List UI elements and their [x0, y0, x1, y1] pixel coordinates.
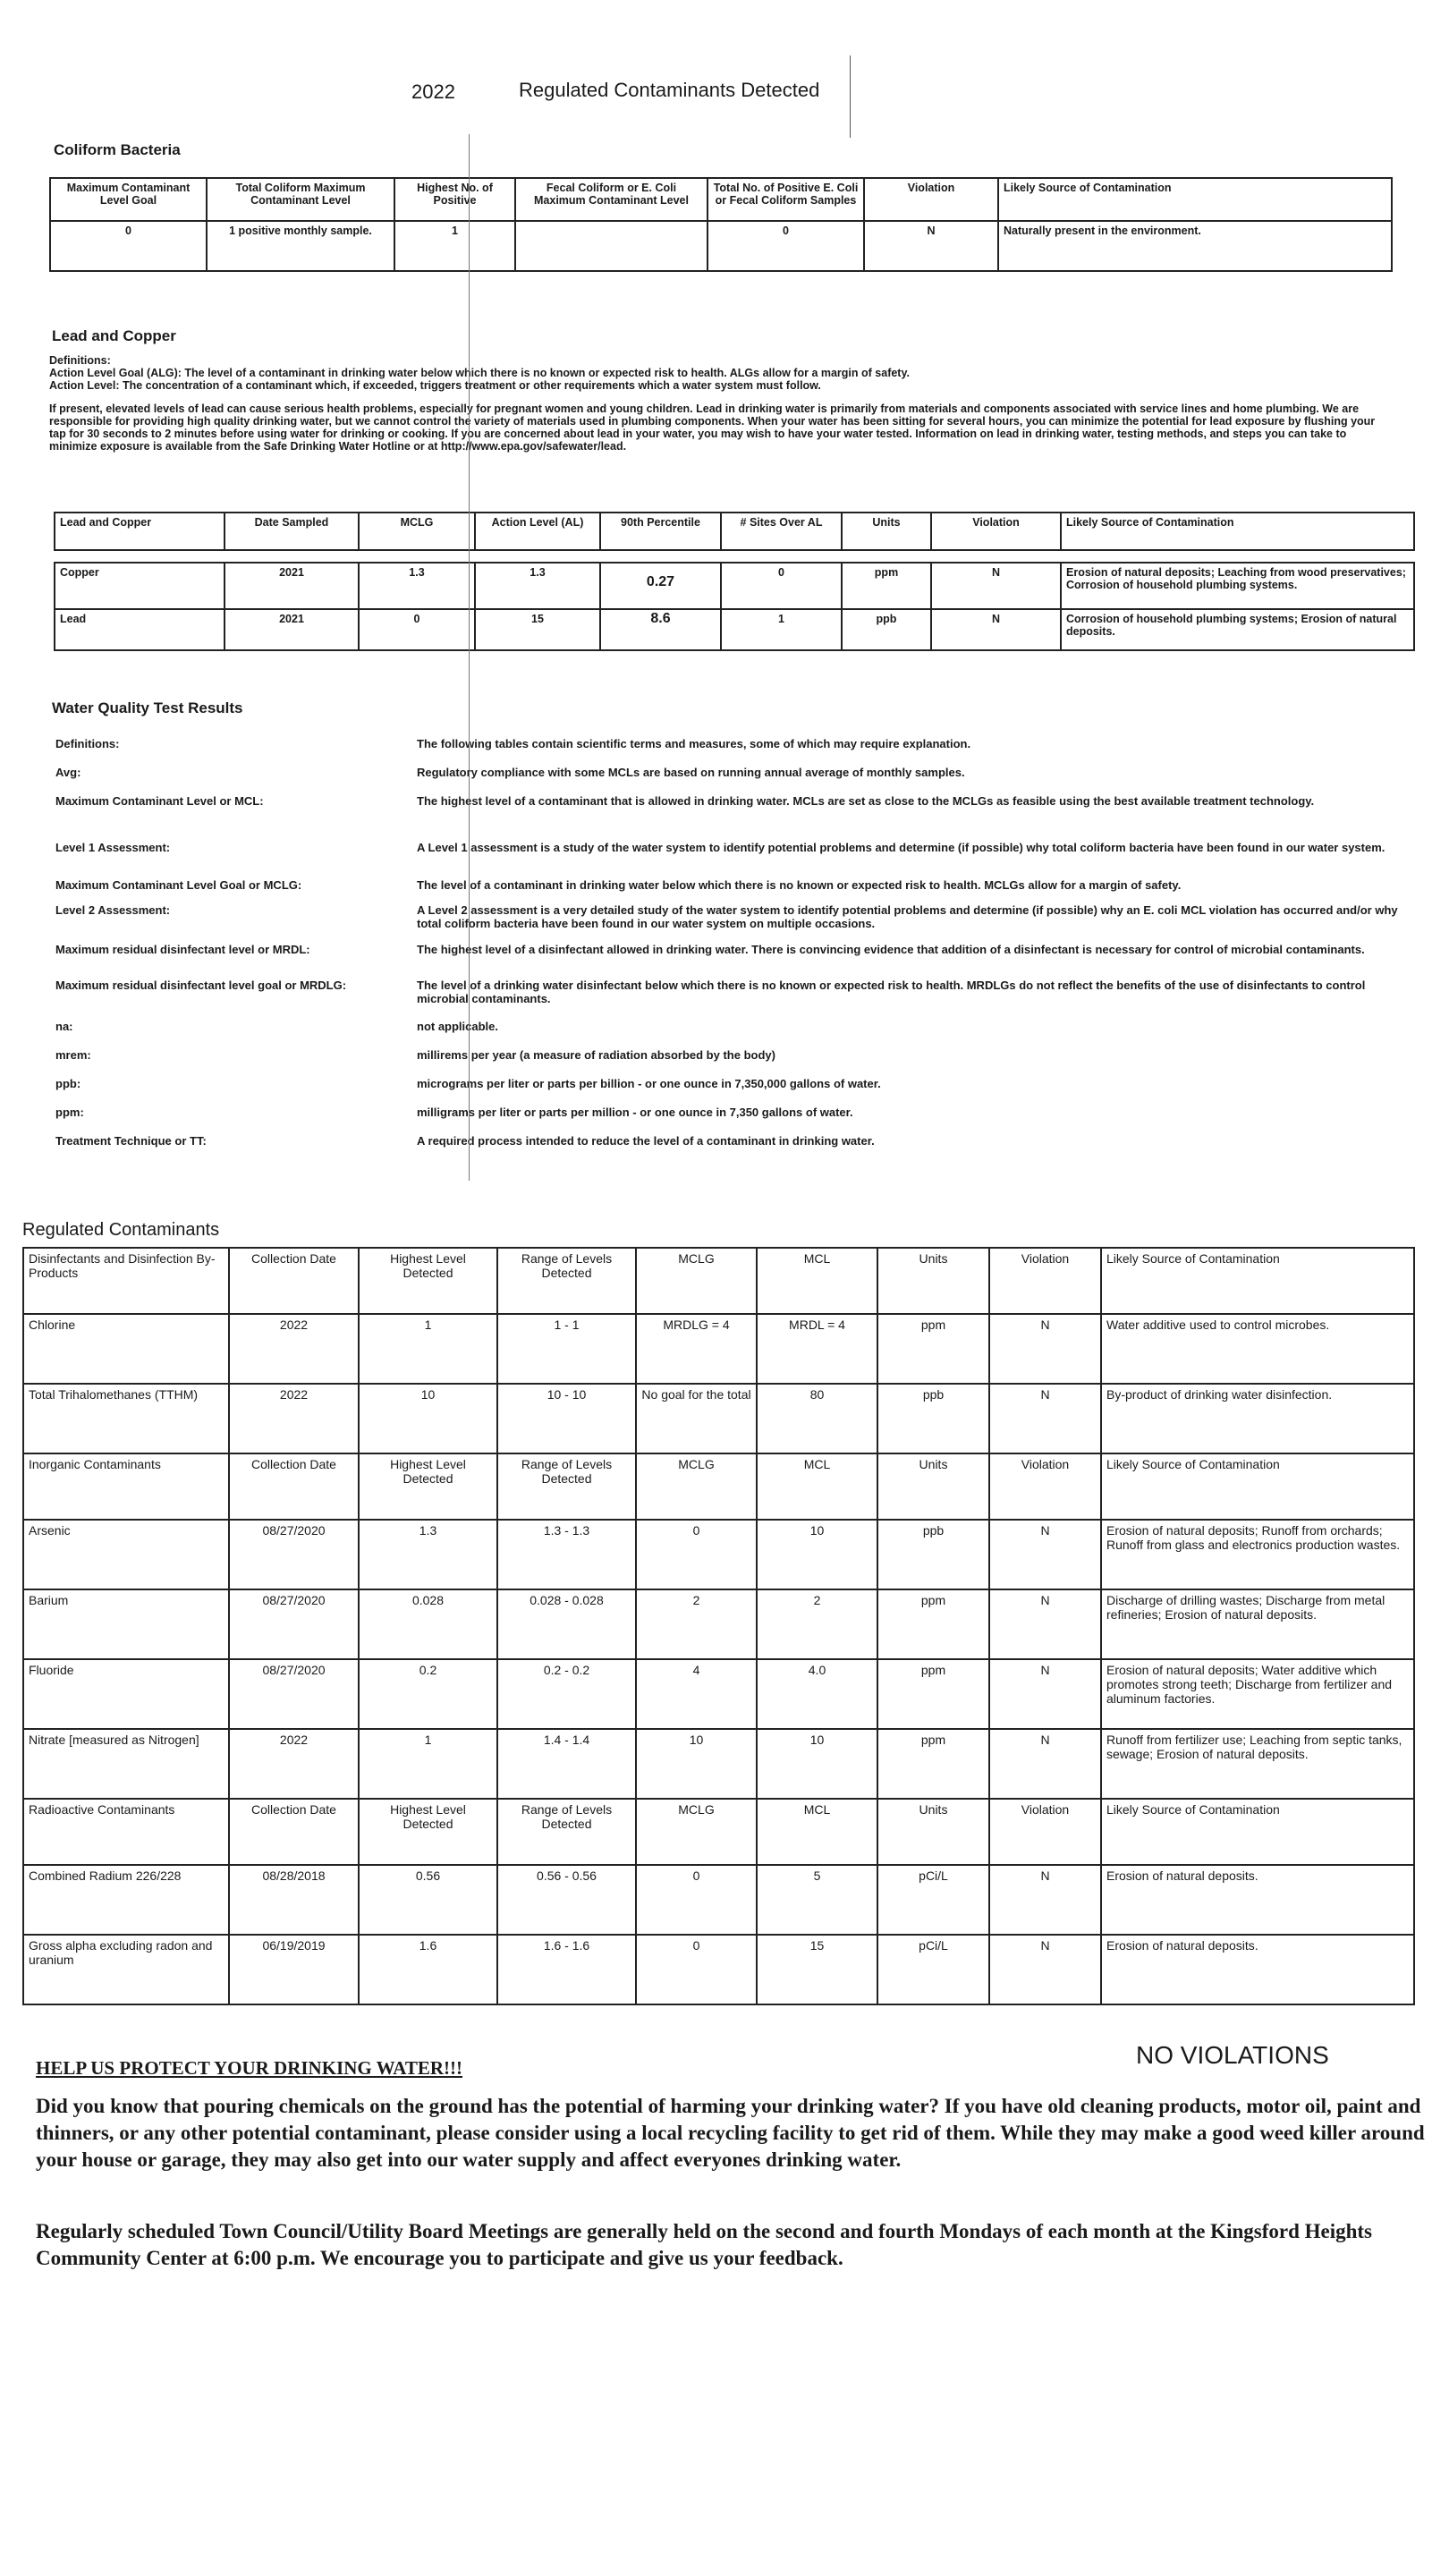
header-cell: Inorganic Contaminants — [23, 1453, 229, 1520]
table-cell: 10 — [359, 1384, 497, 1453]
definition-term: na: — [55, 1020, 73, 1033]
table-cell: 1 — [359, 1729, 497, 1799]
header-cell: Maximum Contaminant Level Goal — [50, 178, 207, 221]
definition-term: ppm: — [55, 1106, 84, 1119]
table-cell: N — [989, 1314, 1101, 1384]
table-cell: ppm — [877, 1314, 989, 1384]
definition-text: millirems per year (a measure of radiation absorbed by the body) — [417, 1048, 775, 1062]
table-cell: Discharge of drilling wastes; Discharge from metal refineries; Erosion of natural deposits. — [1101, 1589, 1414, 1659]
definition-text: The highest level of a contaminant that is allowed in drinking water. MCLs are set as close to the MCLGs as feasible using the best available treatment technology. — [417, 794, 1315, 808]
header-cell: Total Coliform Maximum Contaminant Level — [207, 178, 394, 221]
table-cell: 2021 — [225, 609, 359, 650]
table-cell: 2 — [757, 1589, 877, 1659]
table-cell: Corrosion of household plumbing systems; Erosion of natural deposits. — [1061, 609, 1414, 650]
table-cell: 0 — [721, 563, 842, 609]
definitions-label: Definitions: — [49, 354, 111, 367]
header-cell: Collection Date — [229, 1248, 359, 1314]
meetings-paragraph: Regularly scheduled Town Council/Utility Board Meetings are generally held on the second and fourth Mondays of each month at the Kingsford Heights Community Center at 6:00 p.m. We encourage you to participate and give us your feedback. — [36, 2220, 1373, 2269]
group-header-row — [23, 1248, 1414, 1314]
header-cell: # Sites Over AL — [721, 513, 842, 550]
table-cell: No goal for the total — [636, 1384, 757, 1453]
help-protect-title: HELP US PROTECT YOUR DRINKING WATER!!! — [36, 2057, 463, 2079]
table-cell: 1 — [721, 609, 842, 650]
coliform-title: Coliform Bacteria — [54, 141, 181, 158]
definition-term: ppb: — [55, 1077, 81, 1090]
table-cell: 0 — [708, 221, 864, 271]
table-cell: Lead — [55, 609, 225, 650]
coliform-table — [49, 177, 1393, 272]
header-cell: Units — [877, 1453, 989, 1520]
table-cell: 0 — [636, 1935, 757, 2004]
table-cell: Water additive used to control microbes. — [1101, 1314, 1414, 1384]
definition-text: The highest level of a disinfectant allowed in drinking water. There is convincing evidence that addition of a disinfectant is necessary for control of microbial contaminants. — [417, 943, 1365, 956]
header-cell: Collection Date — [229, 1453, 359, 1520]
header-cell: Radioactive Contaminants — [23, 1799, 229, 1865]
table-cell: 10 — [757, 1729, 877, 1799]
header-cell: Fecal Coliform or E. Coli Maximum Contaminant Level — [515, 178, 708, 221]
table-cell: ppb — [877, 1520, 989, 1589]
header-cell: Range of Levels Detected — [497, 1453, 636, 1520]
table-cell: 1 — [359, 1314, 497, 1384]
table-cell: 08/27/2020 — [229, 1520, 359, 1589]
table-cell: Total Trihalomethanes (TTHM) — [23, 1384, 229, 1453]
header-cell: Range of Levels Detected — [497, 1799, 636, 1865]
table-cell: Runoff from fertilizer use; Leaching from septic tanks, sewage; Erosion of natural deposits. — [1101, 1729, 1414, 1799]
table-row — [55, 609, 1414, 650]
header-cell: Disinfectants and Disinfection By-Products — [23, 1248, 229, 1314]
definition-term: Maximum residual disinfectant level goal or MRDLG: — [55, 979, 347, 992]
header-cell: Likely Source of Contamination — [1101, 1799, 1414, 1865]
regulated-contaminants-table — [22, 1247, 1415, 2005]
table-cell: Erosion of natural deposits; Leaching from wood preservatives; Corrosion of household plumbing systems. — [1061, 563, 1414, 609]
definition-text: The level of a contaminant in drinking water below which there is no known or expected risk to health. MCLGs allow for a margin of safety. — [417, 878, 1182, 892]
table-row — [23, 1659, 1414, 1729]
definition-term: Maximum Contaminant Level or MCL: — [55, 794, 264, 808]
header-cell: MCLG — [636, 1453, 757, 1520]
table-cell: 4.0 — [757, 1659, 877, 1729]
table-cell: 1.3 — [475, 563, 600, 609]
table-cell: MRDL = 4 — [757, 1314, 877, 1384]
table-cell: ppm — [877, 1589, 989, 1659]
table-cell: Fluoride — [23, 1659, 229, 1729]
table-cell: Erosion of natural deposits; Water additive which promotes strong teeth; Discharge from fertilizer and aluminum factories. — [1101, 1659, 1414, 1729]
table-cell: 10 — [636, 1729, 757, 1799]
table-row — [23, 1384, 1414, 1453]
group-header-row — [23, 1453, 1414, 1520]
header-cell: Violation — [989, 1799, 1101, 1865]
header-cell: MCLG — [636, 1799, 757, 1865]
table-cell: N — [989, 1865, 1101, 1935]
table-cell: ppb — [842, 609, 931, 650]
table-header-row — [55, 513, 1414, 550]
table-cell: 0.028 - 0.028 — [497, 1589, 636, 1659]
table-cell: 08/28/2018 — [229, 1865, 359, 1935]
table-cell: 8.6 — [600, 609, 721, 650]
definition-term: Level 2 Assessment: — [55, 903, 171, 917]
definition-text: A Level 2 assessment is a very detailed study of the water system to identify potential problems and determine (if possible) why an E. coli MCL violation has occurred and/or why total coliform bacteria have been found in our water system on multiple occasions. — [417, 903, 1398, 930]
al-definition: Action Level: The concentration of a contaminant which, if exceeded, triggers treatment or other requirements which a water system must follow. — [49, 379, 821, 392]
table-cell — [515, 221, 708, 271]
alg-definition: Action Level Goal (ALG): The level of a contaminant in drinking water below which there is no known or expected risk to health. ALGs allow for a margin of safety. — [49, 367, 910, 379]
table-cell: Erosion of natural deposits. — [1101, 1935, 1414, 2004]
table-cell: N — [989, 1729, 1101, 1799]
header-cell: Collection Date — [229, 1799, 359, 1865]
header-cell: Total No. of Positive E. Coli or Fecal Coliform Samples — [708, 178, 864, 221]
table-cell: ppm — [842, 563, 931, 609]
table-cell: N — [931, 609, 1061, 650]
table-cell: 0 — [359, 609, 475, 650]
table-cell: N — [931, 563, 1061, 609]
table-cell: 0 — [636, 1865, 757, 1935]
table-cell: N — [864, 221, 998, 271]
header-cell: MCLG — [359, 513, 475, 550]
table-cell: 0.56 - 0.56 — [497, 1865, 636, 1935]
table-cell: 2022 — [229, 1314, 359, 1384]
header-cell: MCL — [757, 1453, 877, 1520]
definition-term: mrem: — [55, 1048, 91, 1062]
table-cell: Erosion of natural deposits; Runoff from orchards; Runoff from glass and electronics production wastes. — [1101, 1520, 1414, 1589]
table-cell: Chlorine — [23, 1314, 229, 1384]
lead-notice: If present, elevated levels of lead can cause serious health problems, especially for pregnant women and young children. Lead in drinking water is primarily from materials and components associated with service lines and home plumbing. We are responsible for providing high quality drinking water, but we cannot control the variety of materials used in plumbing components. When your water has been sitting for several hours, you can minimize the potential for lead exposure by flushing your tap for 30 seconds to 2 minutes before using water for drinking or cooking. If you are concerned about lead in your water, you may wish to have your water tested. Information on lead in drinking water, testing methods, and steps you can take to minimize exposure is available from the Safe Drinking Water Hotline or at http://www.epa.gov/safewater/lead. — [49, 402, 1376, 453]
table-cell: 2 — [636, 1589, 757, 1659]
header-cell: Violation — [989, 1248, 1101, 1314]
table-row — [23, 1520, 1414, 1589]
table-cell: 1 - 1 — [497, 1314, 636, 1384]
lead-definitions — [49, 354, 1391, 453]
table-cell: 1.6 — [359, 1935, 497, 2004]
header-cell: Units — [877, 1248, 989, 1314]
table-cell: 0 — [636, 1520, 757, 1589]
table-cell: ppm — [877, 1729, 989, 1799]
table-cell: N — [989, 1589, 1101, 1659]
lead-copper-title: Lead and Copper — [52, 327, 176, 344]
table-cell: Gross alpha excluding radon and uranium — [23, 1935, 229, 2004]
header-cell: Units — [842, 513, 931, 550]
regulated-contaminants-title: Regulated Contaminants — [22, 1220, 220, 1240]
table-row — [23, 1314, 1414, 1384]
header-cell: MCL — [757, 1799, 877, 1865]
table-cell: 1 — [394, 221, 515, 271]
table-row — [23, 1865, 1414, 1935]
header-cell: Highest Level Detected — [359, 1453, 497, 1520]
table-row — [23, 1729, 1414, 1799]
scan-line — [469, 134, 470, 1181]
table-row — [23, 1589, 1414, 1659]
table-row — [50, 221, 1392, 271]
header-cell: Violation — [864, 178, 998, 221]
table-cell: 2022 — [229, 1729, 359, 1799]
table-cell: 06/19/2019 — [229, 1935, 359, 2004]
table-cell: ppm — [877, 1659, 989, 1729]
table-row — [55, 563, 1414, 609]
table-cell: Combined Radium 226/228 — [23, 1865, 229, 1935]
header-cell: Highest Level Detected — [359, 1799, 497, 1865]
table-cell: 0.028 — [359, 1589, 497, 1659]
table-cell: N — [989, 1520, 1101, 1589]
scan-line — [850, 55, 851, 138]
header-cell: Range of Levels Detected — [497, 1248, 636, 1314]
table-cell: 2022 — [229, 1384, 359, 1453]
header-cell: Action Level (AL) — [475, 513, 600, 550]
definition-text: A Level 1 assessment is a study of the water system to identify potential problems and determine (if possible) why total coliform bacteria have been found in our water system. — [417, 841, 1385, 854]
table-cell: 15 — [757, 1935, 877, 2004]
header-cell: Likely Source of Contamination — [1061, 513, 1414, 550]
header-cell: Likely Source of Contamination — [998, 178, 1392, 221]
definition-text: A required process intended to reduce the level of a contaminant in drinking water. — [417, 1134, 875, 1148]
definition-text: micrograms per liter or parts per billion - or one ounce in 7,350,000 gallons of water. — [417, 1077, 881, 1090]
table-cell: 08/27/2020 — [229, 1659, 359, 1729]
header-cell: MCL — [757, 1248, 877, 1314]
table-cell: Copper — [55, 563, 225, 609]
table-cell: 1 positive monthly sample. — [207, 221, 394, 271]
header-cell: Violation — [989, 1453, 1101, 1520]
table-cell: 0.2 — [359, 1659, 497, 1729]
header-cell: Highest No. of Positive — [394, 178, 515, 221]
table-cell: 0.56 — [359, 1865, 497, 1935]
header-cell: MCLG — [636, 1248, 757, 1314]
header-cell: Lead and Copper — [55, 513, 225, 550]
table-cell: pCi/L — [877, 1935, 989, 2004]
table-cell: 10 - 10 — [497, 1384, 636, 1453]
definition-text: The following tables contain scientific terms and measures, some of which may require explanation. — [417, 737, 971, 750]
table-cell: Arsenic — [23, 1520, 229, 1589]
header-cell: 90th Percentile — [600, 513, 721, 550]
definition-text: not applicable. — [417, 1020, 499, 1033]
header-cell: Highest Level Detected — [359, 1248, 497, 1314]
definition-term: Maximum residual disinfectant level or MRDL: — [55, 943, 310, 956]
header-cell: Violation — [931, 513, 1061, 550]
group-header-row — [23, 1799, 1414, 1865]
table-cell: 0.2 - 0.2 — [497, 1659, 636, 1729]
header-cell: Likely Source of Contamination — [1101, 1248, 1414, 1314]
table-cell: N — [989, 1384, 1101, 1453]
table-cell: 08/27/2020 — [229, 1589, 359, 1659]
table-cell: 1.3 — [359, 563, 475, 609]
definition-text: The level of a drinking water disinfectant below which there is no known or expected risk to health. MRDLGs do not reflect the benefits of the use of disinfectants to control microbial contaminants. — [417, 979, 1366, 1005]
no-violations-label: NO VIOLATIONS — [1136, 2041, 1329, 2069]
table-cell: pCi/L — [877, 1865, 989, 1935]
table-cell: 5 — [757, 1865, 877, 1935]
table-cell: 80 — [757, 1384, 877, 1453]
table-cell: Nitrate [measured as Nitrogen] — [23, 1729, 229, 1799]
table-cell: Barium — [23, 1589, 229, 1659]
table-cell: Erosion of natural deposits. — [1101, 1865, 1414, 1935]
definition-term: Maximum Contaminant Level Goal or MCLG: — [55, 878, 302, 892]
definition-term: Definitions: — [55, 737, 120, 750]
definition-term: Level 1 Assessment: — [55, 841, 171, 854]
lead-copper-table — [54, 512, 1415, 651]
definition-text: Regulatory compliance with some MCLs are based on running annual average of monthly samples. — [417, 766, 965, 779]
table-cell: 1.3 — [359, 1520, 497, 1589]
table-cell: 1.4 - 1.4 — [497, 1729, 636, 1799]
report-year: 2022 — [411, 80, 455, 103]
table-row — [23, 1935, 1414, 2004]
chemicals-paragraph: Did you know that pouring chemicals on the ground has the potential of harming your drinking water? If you have old cleaning products, motor oil, paint and thinners, or any other potential contaminant, please consider using a local recycling facility to get rid of them. While they may make a good weed killer around your house or garage, they may also get into our water supply and affect everyones drinking water. — [36, 2095, 1425, 2171]
definition-text: milligrams per liter or parts per million - or one ounce in 7,350 gallons of water. — [417, 1106, 853, 1119]
table-cell: 15 — [475, 609, 600, 650]
report-title: Regulated Contaminants Detected — [519, 79, 820, 101]
table-cell: 4 — [636, 1659, 757, 1729]
header-cell: Date Sampled — [225, 513, 359, 550]
table-cell: 0 — [50, 221, 207, 271]
table-cell: 0.27 — [600, 563, 721, 609]
header-cell: Likely Source of Contamination — [1101, 1453, 1414, 1520]
table-cell: MRDLG = 4 — [636, 1314, 757, 1384]
table-cell: 1.3 - 1.3 — [497, 1520, 636, 1589]
definition-term: Avg: — [55, 766, 81, 779]
table-header-row — [50, 178, 1392, 221]
table-cell: 1.6 - 1.6 — [497, 1935, 636, 2004]
water-quality-title: Water Quality Test Results — [52, 699, 243, 716]
table-cell: 10 — [757, 1520, 877, 1589]
table-cell: N — [989, 1659, 1101, 1729]
table-cell: 2021 — [225, 563, 359, 609]
table-cell: N — [989, 1935, 1101, 2004]
table-cell: ppb — [877, 1384, 989, 1453]
header-cell: Units — [877, 1799, 989, 1865]
table-cell: By-product of drinking water disinfection. — [1101, 1384, 1414, 1453]
definition-term: Treatment Technique or TT: — [55, 1134, 207, 1148]
table-cell: Naturally present in the environment. — [998, 221, 1392, 271]
